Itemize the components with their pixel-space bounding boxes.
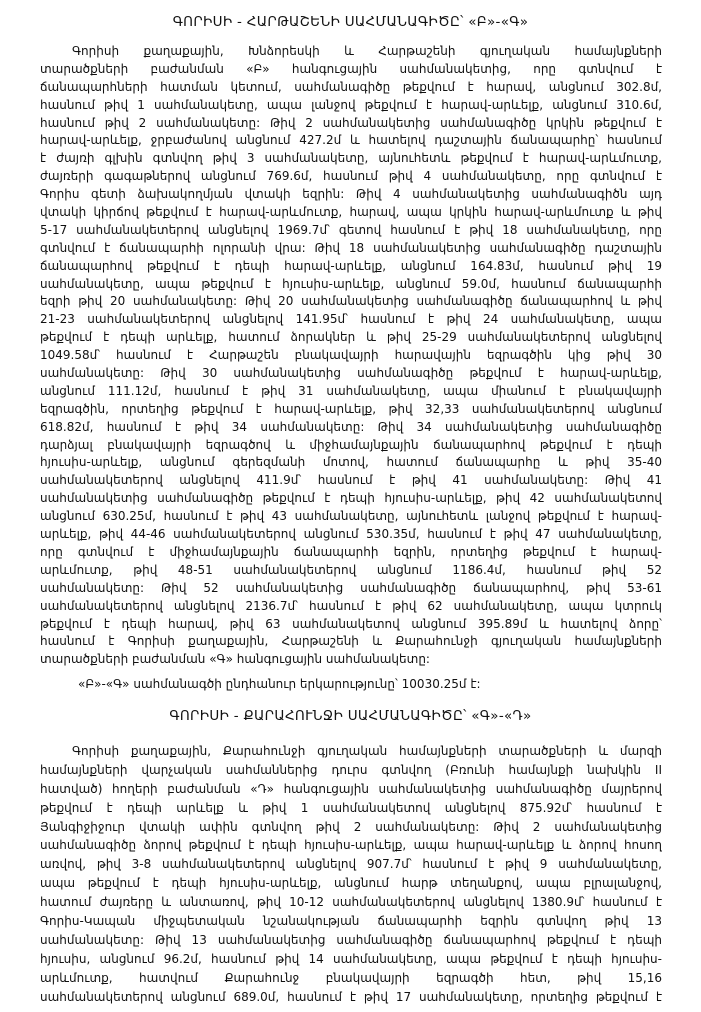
text-line: 5-17 սահմանակետերով անցնելով 1969.7մ՝ գետով հասնում է թիվ 18 սահմանակետը, որը (40, 222, 662, 237)
section1-title: ԳՈՐԻՍԻ - ՀԱՐԹԱՇԵՆԻ ՍԱՀՄԱՆԱԳԻԾԸ՝ «Բ»-«Գ» (172, 14, 529, 30)
text-line: թեքվում է դեպի արևելք, հատում ձորակներ և թիվ 25-29 սահմանակետերով անցնելով (40, 330, 662, 345)
text-line: ճանապարհով թեքվում է դեպի հարավ-արևելք, անցնում 164.83մ, հասնում թիվ 19 (40, 258, 662, 273)
text-line: Գորիս-Կապան միջպետական նշանակության ճանապարհի եզրին գտնվող թիվ 13 (40, 914, 662, 929)
text-line: հատում ժայռերը և անտառով, թիվ 10-12 սահմանակետերով անցնելով 1380.9մ՝ հասնում է (40, 895, 662, 910)
text-line: ճանապարհների հատման կետում, սահմանագիծը թեքվում է հարավ, անցնում 302.8մ, (40, 79, 662, 94)
text-line: սահմանակետերով անցնելով 411.9մ՝ հասնում է թիվ 41 սահմանակետը: Թիվ 41 (40, 473, 662, 488)
section2-title: ԳՈՐԻՍԻ - ՔԱՐԱՀՈՒՆՋԻ ՍԱՀՄԱՆԱԳԻԾԸ՝ «Գ»-«Դ» (169, 708, 532, 724)
text-line: անցնում 111.12մ, հասնում է թիվ 31 սահմանակետը, ապա միանում է բնակավայրի (40, 383, 662, 398)
text-line: ապա թեքվում է դեպի հյուսիս-արևելք, անցնում հարթ տեղանքով, ապա բլրալանջով, (40, 876, 662, 891)
text-line: ժայռերի գագաթներով անցնում 769.6մ, հասնում թիվ 4 սահմանակետը, որը գտնվում է (40, 169, 662, 184)
text-line: հյուսիս-արևելք, անցնում գերեզմանի մոտով, հատում ճանապարհը և թիվ 35-40 (40, 455, 662, 470)
text-line: վտակի կիրճով թեքվում է հարավ-արևմուտք, հարավ, ապա կրկին հարավ-արևմուտք և թիվ (40, 205, 662, 220)
text-line: տարածքների բաժանման «Բ» հանգուցային սահմանակետից, որը գտնվում է (40, 61, 662, 76)
section1-paragraph (40, 43, 662, 669)
text-line: սահմանակետերով անցնելով 2136.7մ՝ հասնում է թիվ 62 սահմանակետը, ապա կտրուկ (40, 598, 662, 613)
text-line: արևմուտք, թիվ 48-51 սահմանակետերով անցնում 1186.4մ, հասնում թիվ 52 (40, 562, 662, 577)
text-line: եզրի թիվ 20 սահմանակետը: Թիվ 20 սահմանակետից սահմանագիծը ճանապարհով և թիվ (40, 294, 662, 309)
text-line: սահմանակետերով անցնում 689.0մ, հասնում է թիվ 17 սահմանակետը, որտեղից թեքվում է (40, 989, 662, 1004)
text-line: Գորիսի քաղաքային, Խնձորեսկի և Հարթաշենի գյուղական համայնքների (72, 44, 662, 58)
text-line: արևմուտք, հատվում Քարահունջ բնակավայրի եզրագծի հետ, թիվ 15,16 (40, 970, 662, 985)
text-line: է ժայռի գլխին գտնվող թիվ 3 սահմանակետը, այնուհետև թեքվում է հարավ-արևմուտք, (40, 151, 662, 166)
text-line: թեքվում է դեպի հարավ, թիվ 63 սահմանակետով անցնում 395.89մ և հատելով ձորը՝ (40, 616, 662, 631)
text-line: անցնում 630.25մ, հասնում է թիվ 43 սահմանակետը, այնուհետև լանջով թեքվում է հարավ- (40, 509, 662, 524)
text-line: 618.82մ, հասնում է թիվ 34 սահմանակետը: Թիվ 34 սահմանակետից սահմանագիծը (40, 419, 662, 434)
text-line: գտնվում է ճանապարհի ոլորանի վրա: Թիվ 18 սահմանակետից սահմանագիծը դաշտային (40, 240, 662, 255)
section2-paragraph (40, 742, 662, 1006)
text-line: սահմանակետը: Թիվ 52 սահմանակետից սահմանագիծը ճանապարհով, թիվ 53-61 (40, 580, 662, 595)
text-line: 1049.58մ՝ հասնում է Հարթաշեն բնակավայրի հարավային եզրագծին կից թիվ 30 (40, 348, 662, 363)
text-line: հարավ-արևելք, ջրբաժանով անցնում 427.2մ և հատելով դաշտային ճանապարհը՝ հասնում (40, 133, 662, 148)
text-line: 21-23 սահմանակետերով անցնելով 141.95մ՝ հասնում է թիվ 24 սահմանակետը, ապա (40, 312, 662, 327)
text-line: թեքվում է դեպի արևելք և թիվ 1 սահմանակետով անցնելով 875.92մ՝ հասնում է (40, 800, 662, 815)
text-line: սահմանակետը, ապա թեքվում է հյուսիս-արևելք, անցնում 59.0մ, հասնում ճանապարհի (40, 276, 662, 291)
text-line: Գորիս գետի ձախակողմյան վտակի եզրին: Թիվ 4 սահմանակետից սահմանագիծն այդ (40, 187, 662, 202)
text-line: տարածքների բաժանման «Գ» հանգուցային սահմանակետը: (40, 652, 430, 667)
text-line: արևելք, թիվ 44-46 սահմանակետերով անցնում 530.35մ, հասնում է թիվ 47 սահմանակետը, (40, 527, 662, 542)
text-line: առվով, թիվ 3-8 սահմանակետերով անցնելով 907.7մ՝ հասնում է թիվ 9 սահմանակետը, (40, 857, 662, 872)
section1-summary: «Բ»-«Գ» սահմանագծի ընդհանուր երկարությունը՝ 10030.25մ է: (78, 677, 481, 691)
text-line: հատված) հողերի բաժանման «Դ» հանգուցային սահմանակետից սահմանագիծը մայրերով (40, 781, 662, 796)
text-line: սահմանագիծը ձորով թեքվում է դեպի հյուսիս-արևելք, ապա հարավ-արևելք և ձորով հոսող (40, 838, 662, 853)
text-line: սահմանակետը: Թիվ 30 սահմանակետից սահմանագիծը թեքվում է հարավ-արևելք, (40, 366, 662, 381)
text-line: հյուսիս, անցնում 96.2մ, հասնում թիվ 14 սահմանակետը, ապա թեքվում է դեպի հյուսիս- (40, 951, 662, 966)
text-line: հասնում է Գորիսի քաղաքային, Հարթաշենի և Քարահունջի գյուղական համայնքների (40, 634, 662, 649)
text-line: որը գտնվում է միջհամայնքային ճանապարհի եզրին, որտեղից թեքվում է հարավ- (40, 544, 662, 559)
text-line: եզրագծին, որտեղից թեքվում է հարավ-արևելք, թիվ 32,33 սահմանակետերով անցնում (40, 401, 662, 416)
text-line: հասնում թիվ 2 սահմանակետը: Թիվ 2 սահմանակետից սահմանագիծը կրկին թեքվում է (40, 115, 662, 130)
text-line: Գորիսի քաղաքային, Քարահունջի գյուղական համայնքների տարածքների և մարզի (72, 744, 662, 758)
text-line: հասնում թիվ 1 սահմանակետը, ապա լանջով թեքվում է հարավ-արևելք, անցնում 310.6մ, (40, 97, 662, 112)
text-line: դարձյալ բնակավայրի եզրագծով և միջհամայնքային ճանապարհով թեքվում է դեպի (40, 437, 662, 452)
text-line: սահմանակետից սահմանագիծը թեքվում է դեպի հյուսիս-արևելք, թիվ 42 սահմանակետով (40, 491, 662, 506)
text-line: սահմանակետը: Թիվ 13 սահմանակետից սահմանագիծը ճանապարհով թեքվում է դեպի (40, 932, 662, 947)
text-line: Յանգիջիջուր վտակի ափին գտնվող թիվ 2 սահմանակետը: Թիվ 2 սահմանակետից (40, 819, 662, 834)
text-line: համայնքների վարչական սահմաններից դուրս գտնվող (Բռունի համայնքի նախկին II (40, 762, 662, 777)
